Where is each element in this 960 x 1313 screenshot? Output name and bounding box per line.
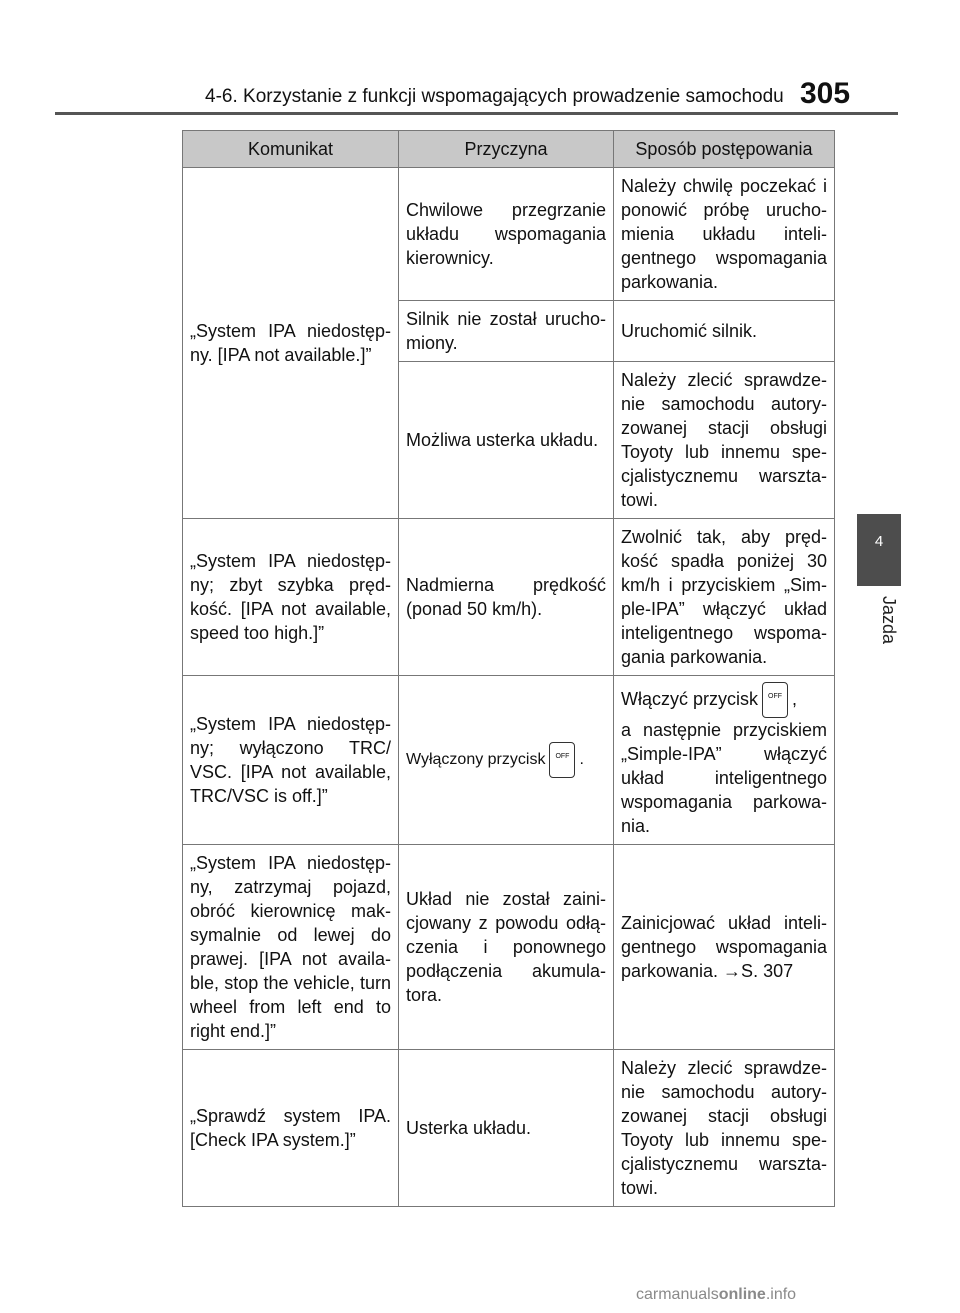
message-cell: „System IPA niedostęp-ny, zatrzymaj pojazd, obróć kierownicę mak-symalnie od lewej do prawej. [IPA not availa-ble, stop the vehicle, turn wheel from left end to right end.]”: [183, 845, 399, 1050]
action-cell: Zwolnić tak, aby pręd-kość spadła poniżej 30 km/h i przyciskiem „Sim-ple-IPA” włączyć układ inteligentnego wspoma-gania parkowania.: [614, 519, 835, 676]
cause-cell: Możliwa usterka układu.: [399, 362, 614, 519]
action-cell: Uruchomić silnik.: [614, 301, 835, 362]
action-cell: Należy chwilę poczekać i ponowić próbę urucho-mienia układu inteli-gentnego wspomagania parkowania.: [614, 168, 835, 301]
action-text: Włączyć przycisk: [621, 688, 759, 709]
action-cell: Włączyć przycisk OFF , a następnie przyciskiem „Simple-IPA” włączyć układ inteligentnego wspomagania parkowa-nia.: [614, 676, 835, 845]
header-divider: [55, 112, 898, 115]
column-header-action: Sposób postępowania: [614, 131, 835, 168]
table-row: [183, 1050, 835, 1207]
page-number: 305: [800, 77, 851, 110]
cause-cell: Silnik nie został urucho-miony.: [399, 301, 614, 362]
action-cell: Należy zlecić sprawdze-nie samochodu autory-zowanej stacji obsługi Toyoty lub innemu spe-cjalistycznemu warszta-towi.: [614, 362, 835, 519]
trc-off-button-icon: OFF: [762, 682, 788, 718]
table-header-row: [183, 131, 835, 168]
page-header: [0, 0, 960, 115]
message-cell: „System IPA niedostęp-ny. [IPA not available.]”: [183, 168, 399, 519]
action-cell: Zainicjować układ inteli-gentnego wspomagania parkowania. →S. 307: [614, 845, 835, 1050]
action-cell: Należy zlecić sprawdze-nie samochodu autory-zowanej stacji obsługi Toyoty lub innemu spe-cjalistycznemu warszta-towi.: [614, 1050, 835, 1207]
chapter-label: Jazda: [879, 596, 899, 645]
message-cell: „System IPA niedostęp-ny; zbyt szybka pręd-kość. [IPA not available, speed too high.]”: [183, 519, 399, 676]
cause-cell: Usterka układu.: [399, 1050, 614, 1207]
cause-cell: Nadmierna prędkość (ponad 50 km/h).: [399, 519, 614, 676]
message-cell: „Sprawdź system IPA. [Check IPA system.]”: [183, 1050, 399, 1207]
chapter-tab[interactable]: 4: [857, 514, 901, 586]
cause-text: Wyłączony przycisk: [406, 751, 546, 769]
table-row: [183, 676, 835, 845]
action-text-rest: a następnie przyciskiem „Simple-IPA” włączyć układ inteligentnego wspomagania parkowa-nia.: [621, 720, 827, 836]
column-header-message: Komunikat: [183, 131, 399, 168]
table-row: [183, 168, 835, 301]
cause-cell: Wyłączony przycisk OFF .: [399, 676, 614, 845]
cause-cell: Chwilowe przegrzanie układu wspomagania kierownicy.: [399, 168, 614, 301]
cause-cell: Układ nie został zaini-cjowany z powodu odłą-czenia i ponownego podłączenia akumula-tora.: [399, 845, 614, 1050]
trc-off-button-icon: OFF: [549, 742, 575, 778]
section-title: 4-6. Korzystanie z funkcji wspomagających prowadzenie samochodu: [205, 86, 784, 107]
watermark: carmanualsonline.info: [636, 1286, 797, 1303]
message-table: [182, 130, 835, 1207]
message-cell: „System IPA niedostęp-ny; wyłączono TRC/ VSC. [IPA not available, TRC/VSC is off.]”: [183, 676, 399, 845]
column-header-cause: Przyczyna: [399, 131, 614, 168]
table-row: [183, 845, 835, 1050]
table-row: [183, 519, 835, 676]
